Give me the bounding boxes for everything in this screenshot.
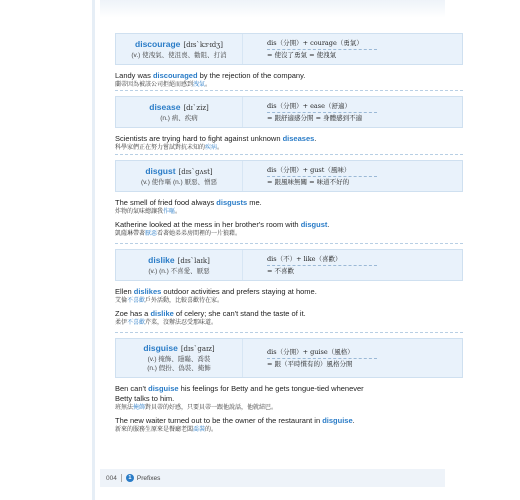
- phonetic: [dɪˋziz]: [183, 103, 209, 112]
- part-of-speech: (n.) 病、疾病: [160, 114, 198, 122]
- example-en: Ben can't disguise his feelings for Betty and he gets tongue-tied whenever: [115, 384, 364, 393]
- page-edge-rule: [92, 0, 95, 500]
- etymology: [243, 339, 462, 377]
- part-of-speech: (v.) 掩飾、隱瞞、喬裝: [147, 356, 211, 363]
- word-box: [115, 33, 463, 65]
- example-en: Zoe has a dislike of celery; she can't stand the taste of it.: [115, 309, 306, 318]
- etymology: [243, 161, 462, 191]
- example: [115, 384, 463, 435]
- entry-disgust: [115, 160, 463, 239]
- example-en: Ellen dislikes outdoor activities and prefers staying at home.: [115, 287, 317, 296]
- etymology-meaning: = 跟（平時慣有的）風格分開: [267, 359, 353, 368]
- etymology-meaning: = 跟風味無關 = 味道不好的: [267, 177, 350, 186]
- entry-divider: [115, 154, 463, 155]
- word-box-left: [116, 339, 243, 377]
- part-of-speech: (v.) (n.) 不喜愛、厭惡: [148, 267, 210, 275]
- phonetic: [dɪsˋgʌst]: [178, 167, 213, 176]
- entry-divider: [115, 90, 463, 91]
- etymology-formula: dis（分開）+ ease（舒適）: [267, 101, 377, 113]
- page-number: 004: [106, 474, 117, 482]
- etymology-meaning: = 使沒了勇氣 = 使洩氣: [267, 50, 337, 59]
- headword: dislike: [148, 254, 175, 265]
- example-zh: 炸物的氣味總讓我作嘔。: [115, 209, 182, 215]
- example-zh: 蘭蒂因為被該公司拒絕而感到洩氣。: [115, 82, 212, 88]
- section-number-badge: 1: [126, 474, 134, 482]
- etymology-meaning: = 不喜歡: [267, 266, 295, 275]
- phonetic: [dɪsˋkɝɪdʒ]: [183, 40, 223, 49]
- example: [115, 134, 463, 153]
- example: [115, 198, 463, 239]
- word-box-left: [116, 161, 243, 191]
- example-en: Katherine looked at the mess in her brother's room with disgust.: [115, 220, 330, 229]
- example-en-cont: Betty talks to him.: [115, 394, 175, 403]
- etymology-formula: dis（不）+ like（喜歡）: [267, 254, 377, 266]
- word-box: [115, 338, 463, 378]
- example-en: Landy was discouraged by the rejection of the company.: [115, 71, 306, 80]
- entry-divider: [115, 243, 463, 244]
- entry-disguise: [115, 338, 463, 435]
- example-en: The new waiter turned out to be the owner of the restaurant in disguise.: [115, 416, 355, 425]
- headword: disgust: [145, 165, 176, 176]
- entry-divider: [115, 332, 463, 333]
- headword: disguise: [143, 343, 178, 353]
- word-box-left: [116, 97, 243, 127]
- etymology-formula: dis（分開）+ gust（風味）: [267, 165, 377, 177]
- etymology: [243, 34, 462, 64]
- entry-dislike: [115, 249, 463, 328]
- etymology-formula: dis（分開）+ guise（風格）: [267, 347, 377, 359]
- word-box: [115, 249, 463, 281]
- phonetic: [dɪsˋlaɪk]: [177, 256, 210, 265]
- phonetic: [dɪsˋgaɪz]: [180, 345, 215, 353]
- part-of-speech: (n.) 假扮、偽裝、掩飾: [147, 365, 211, 372]
- example-en: Scientists are trying hard to fight against unknown diseases.: [115, 134, 317, 143]
- example: [115, 71, 463, 90]
- word-box: [115, 96, 463, 128]
- etymology-meaning: = 跟舒適感分開 = 身體感到不適: [267, 113, 363, 122]
- example-zh: 凱薩琳帶著厭惡看著她弟弟房間裡的一片狼藉。: [115, 231, 242, 237]
- page-footer: [100, 469, 445, 487]
- entry-disease: [115, 96, 463, 153]
- page-header-band: [100, 0, 445, 18]
- section-title: Prefixes: [136, 474, 161, 482]
- word-box-left: [116, 34, 243, 64]
- example: [115, 287, 463, 328]
- word-box: [115, 160, 463, 192]
- headword: discourage: [135, 38, 181, 49]
- part-of-speech: (v.) 使作嘔 (n.) 厭惡、憎惡: [140, 178, 218, 186]
- etymology: [243, 250, 462, 280]
- part-of-speech: (v.) 使洩氣、使沮喪、勸阻、打消: [131, 51, 227, 59]
- footer-separator: [121, 474, 122, 482]
- example-zh: 新來的服務生原來是餐廳老闆喬裝的。: [115, 427, 218, 433]
- example-zh: 艾倫不喜歡戶外活動，比較喜歡待在家。: [115, 298, 224, 304]
- word-box-left: [116, 250, 243, 280]
- example-en: The smell of fried food always disgusts me.: [115, 198, 262, 207]
- etymology-formula: dis（分開）+ courage（勇氣）: [267, 38, 377, 50]
- headword: disease: [149, 101, 181, 112]
- example-zh: 班無法掩飾對貝蒂的好感，只要貝蒂一跟他說話，他就結巴。: [115, 405, 278, 411]
- example-zh: 科學家們正在努力嘗試對抗未知的疾病。: [115, 145, 224, 151]
- example-zh: 柔伊不喜歡芹菜，沒辦法忍受那味道。: [115, 320, 218, 326]
- etymology: [243, 97, 462, 127]
- entry-discourage: [115, 33, 463, 90]
